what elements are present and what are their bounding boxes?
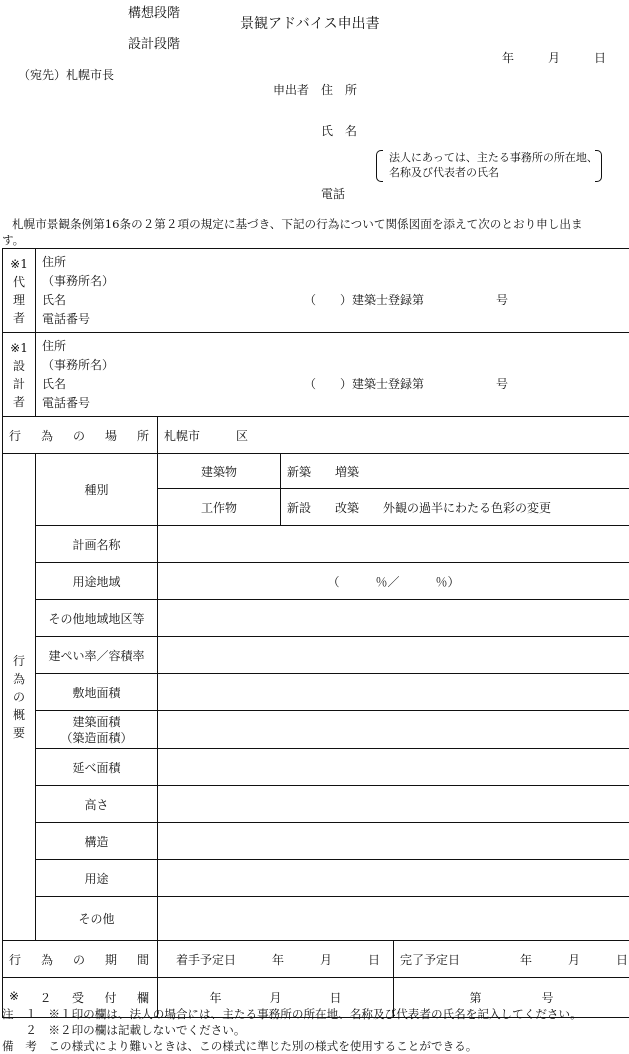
bracket-left: [376, 150, 383, 182]
designer-row: [3, 333, 629, 417]
period-row: [3, 941, 629, 978]
designer-name-line: [36, 375, 629, 394]
kind-label: 種別: [36, 454, 158, 526]
agent-phone-label: 電話番号: [42, 311, 91, 326]
agent-row: [3, 249, 629, 333]
page-title: 景観アドバイス申出書: [240, 16, 380, 32]
overview-head: [3, 454, 36, 941]
other-zone-label: その他地域地区等: [36, 600, 158, 637]
other-field[interactable]: [158, 897, 629, 941]
use-zone-label: 用途地域: [36, 563, 158, 600]
period-label-char: 為: [40, 952, 53, 967]
period-label-char: 期: [104, 952, 117, 967]
intro-line1: 札幌市景観条例第16条の２第２項の規定に基づき、下記の行為について関係図面を添えて次のとおり申し出ま: [12, 217, 583, 231]
applicant-address-label: 住 所: [321, 83, 358, 97]
designer-head-char: 者: [12, 394, 25, 409]
usage-row: [3, 860, 629, 897]
other-zone-row: [3, 600, 629, 637]
agent-head-char: 者: [12, 310, 25, 325]
reception-date-field: 年 月 日: [158, 978, 394, 1018]
designer-name-label: 氏名: [42, 376, 67, 391]
designer-head-char: 計: [12, 376, 25, 391]
structure-label: 工作物: [158, 489, 281, 526]
overview-head-char: 要: [12, 726, 25, 740]
agent-name-label: 氏名: [42, 292, 67, 307]
height-label: 高さ: [36, 786, 158, 823]
location-label-char: 場: [104, 428, 117, 443]
designer-head: [3, 333, 36, 417]
bracket-right: [595, 150, 602, 182]
building-area-label: [36, 711, 158, 749]
agent-address-label: 住所: [42, 254, 67, 269]
structure-options[interactable]: 新設 改築 外観の過半にわたる色彩の変更: [281, 489, 629, 526]
building-area-field[interactable]: [158, 711, 629, 749]
period-label-char: 行: [9, 952, 22, 967]
other-label: その他: [36, 897, 158, 941]
reception-label-char: ※: [9, 989, 20, 1003]
ratio-field[interactable]: [158, 637, 629, 674]
other-zone-field[interactable]: [158, 600, 629, 637]
reception-label-char: 受: [72, 991, 85, 1005]
date-month: 月: [548, 51, 561, 65]
note-remark: 備 考 この様式により難いときは、この様式に準じた別の様式を使用することができる。: [2, 1039, 478, 1053]
plan-name-label: 計画名称: [36, 526, 158, 563]
designer-head-mark: ※1: [10, 340, 28, 355]
total-floor-field[interactable]: [158, 749, 629, 786]
construction-label: 構造: [36, 823, 158, 860]
height-field[interactable]: [158, 786, 629, 823]
applicant-name-label: 氏 名: [321, 124, 358, 138]
location-value[interactable]: 札幌市 区: [158, 417, 629, 454]
location-row: [3, 417, 629, 454]
reception-number-field: 第 号: [394, 978, 629, 1018]
site-area-row: [3, 674, 629, 711]
building-area-row: [3, 711, 629, 749]
location-label-char: 行: [9, 428, 22, 443]
applicant-label: 申出者: [273, 83, 310, 97]
overview-head-char: の: [12, 690, 25, 704]
designer-registration-label: （ ）建築士登録第: [304, 376, 425, 391]
usage-label: 用途: [36, 860, 158, 897]
construction-field[interactable]: [158, 823, 629, 860]
date-year: 年: [502, 51, 515, 65]
use-zone-row: [3, 563, 629, 600]
addressee: （宛先）札幌市長: [18, 68, 115, 82]
designer-address-label: 住所: [42, 338, 67, 353]
period-label-chars: [3, 951, 157, 968]
stage-design: 設計段階: [128, 37, 181, 52]
reception-label-char: ２: [39, 991, 52, 1005]
agent-head-mark: ※1: [10, 256, 28, 271]
total-floor-row: [3, 749, 629, 786]
site-area-field[interactable]: [158, 674, 629, 711]
overview-head-char: 概: [12, 708, 25, 722]
ratio-row: [3, 637, 629, 674]
intro-line2: す。: [2, 233, 25, 247]
plan-name-row: [3, 526, 629, 563]
building-area-label-line1: 建築面積: [72, 714, 121, 729]
total-floor-label: 延べ面積: [36, 749, 158, 786]
location-label: [3, 417, 158, 454]
period-label: [3, 941, 158, 978]
agent-head-char: 理: [12, 292, 25, 307]
application-form-table: [2, 248, 629, 1018]
designer-fields[interactable]: [36, 333, 629, 417]
period-label-char: 間: [136, 952, 149, 967]
building-area-label-line2: （築造面積）: [60, 730, 133, 745]
agent-head: [3, 249, 36, 333]
reception-label-char: 付: [104, 991, 117, 1005]
date-day: 日: [594, 51, 607, 65]
height-row: [3, 786, 629, 823]
agent-head-char: 代: [12, 274, 25, 289]
notes: [2, 1006, 582, 1054]
overview-head-char: 為: [12, 672, 25, 686]
period-start-field[interactable]: 着手予定日 年 月 日: [158, 941, 394, 978]
overview-kind-building-row: [3, 454, 629, 489]
building-options[interactable]: 新築 増築: [281, 454, 629, 489]
reception-label-char: 欄: [136, 991, 149, 1005]
usage-field[interactable]: [158, 860, 629, 897]
stage-concept: 構想段階: [128, 6, 181, 21]
designer-phone-label: 電話番号: [42, 395, 91, 410]
note-1: 注 １ ※１印の欄は、法人の場合には、主たる事務所の所在地、名称及び代表者の氏名を記入してください。: [2, 1007, 582, 1021]
location-label-char: の: [72, 428, 85, 443]
corporate-note-line1: 法人にあっては、主たる事務所の所在地、: [389, 151, 598, 164]
reception-label-chars: [3, 989, 157, 1006]
applicant-phone-label: 電話: [321, 187, 346, 201]
other-row: [3, 897, 629, 941]
agent-fields[interactable]: [36, 249, 629, 333]
plan-name-field[interactable]: [158, 526, 629, 563]
designer-number-suffix: 号: [496, 376, 509, 391]
intro-text: [2, 216, 629, 248]
building-label: 建築物: [158, 454, 281, 489]
site-area-label: 敷地面積: [36, 674, 158, 711]
agent-office-label: （事務所名）: [42, 273, 115, 288]
location-label-char: 所: [136, 428, 149, 443]
corporate-note-line2: 名称及び代表者の氏名: [389, 166, 499, 179]
agent-name-line: [36, 291, 629, 310]
agent-registration-label: （ ）建築士登録第: [304, 292, 425, 307]
location-label-chars: [3, 427, 157, 444]
note-2: ２ ※２印の欄は記載しないでください。: [2, 1023, 246, 1037]
designer-head-char: 設: [12, 358, 25, 373]
overview-head-char: 行: [12, 654, 25, 668]
period-end-field[interactable]: 完了予定日 年 月 日: [394, 941, 629, 978]
location-label-char: 為: [40, 428, 53, 443]
use-zone-field[interactable]: （ ％／ ％）: [158, 563, 629, 600]
agent-number-suffix: 号: [496, 292, 509, 307]
construction-row: [3, 823, 629, 860]
period-label-char: の: [72, 952, 85, 967]
ratio-label: 建ぺい率／容積率: [36, 637, 158, 674]
designer-office-label: （事務所名）: [42, 357, 115, 372]
